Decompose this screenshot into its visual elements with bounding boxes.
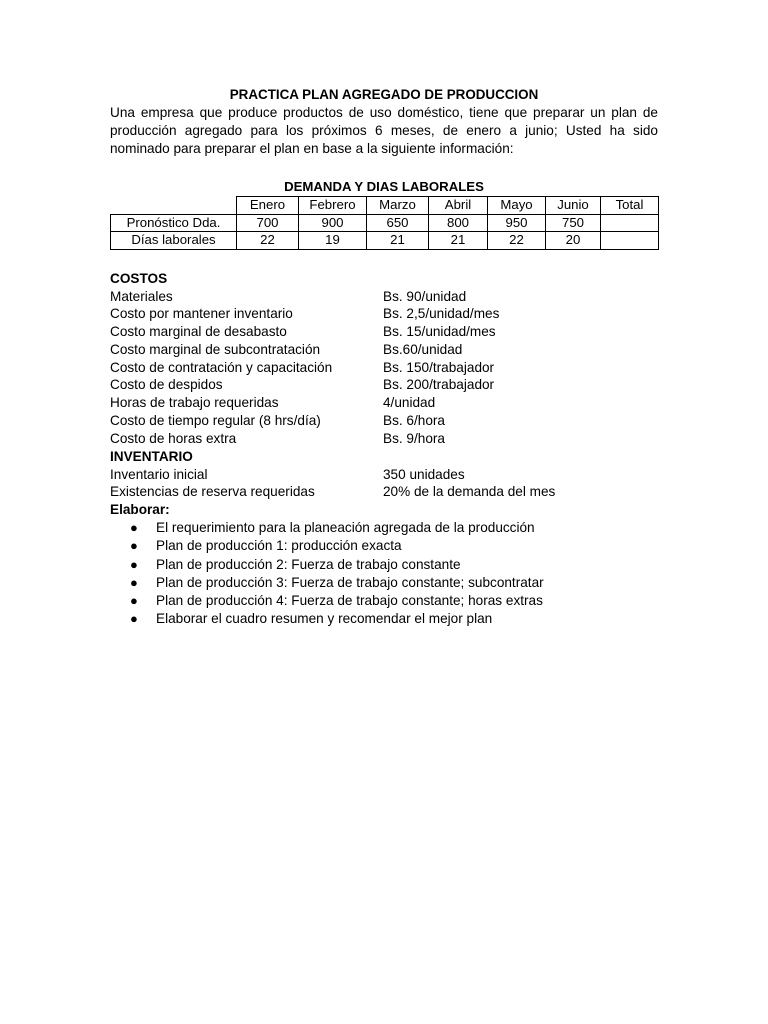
table-cell: 750 — [546, 214, 601, 232]
table-cell: 900 — [299, 214, 367, 232]
list-item — [130, 519, 658, 537]
table-cell: 700 — [237, 214, 299, 232]
table-title: DEMANDA Y DIAS LABORALES — [284, 179, 484, 194]
inventario-heading: INVENTARIO — [110, 448, 193, 464]
row-label: Pronóstico Dda. — [111, 214, 237, 232]
bullet-icon: ● — [130, 574, 138, 590]
list-item — [130, 592, 658, 610]
cost-item — [110, 305, 658, 323]
inventory-label: Inventario inicial — [110, 466, 208, 482]
header-cell: Total — [601, 197, 659, 215]
header-cell: Mayo — [488, 197, 546, 215]
cost-item — [110, 341, 658, 359]
header-cell: Abril — [429, 197, 488, 215]
inventory-label: Existencias de reserva requeridas — [110, 484, 315, 500]
list-item — [130, 537, 658, 555]
cost-label: Costo de horas extra — [110, 430, 237, 446]
costos-section — [110, 270, 658, 629]
table-cell: 950 — [488, 214, 546, 232]
cost-label: Materiales — [110, 288, 173, 304]
header-cell: Marzo — [367, 197, 429, 215]
intro-paragraph: Una empresa que produce productos de uso doméstico, tiene que preparar un plan de producción agregado para los próximos 6 meses, de enero a junio; Usted ha sido nominado para preparar el plan en base a la siguiente información: — [110, 105, 658, 156]
cost-item — [110, 288, 658, 306]
cost-value: Bs. 2,5/unidad/mes — [383, 306, 500, 322]
cost-label: Costo de contratación y capacitación — [110, 359, 333, 375]
cost-value: Bs. 15/unidad/mes — [383, 324, 496, 340]
cost-item — [110, 412, 658, 430]
table-row — [111, 214, 659, 232]
task-text: Elaborar el cuadro resumen y recomendar el mejor plan — [156, 611, 493, 627]
cost-value: Bs.60/unidad — [383, 341, 463, 357]
costos-heading: COSTOS — [110, 270, 168, 286]
bullet-icon: ● — [130, 593, 138, 609]
inventory-value: 20% de la demanda del mes — [383, 484, 556, 500]
task-text: Plan de producción 2: Fuerza de trabajo constante — [156, 556, 461, 572]
header-cell: Enero — [237, 197, 299, 215]
header-cell: Junio — [546, 197, 601, 215]
task-list — [110, 519, 658, 628]
cost-label: Costo por mantener inventario — [110, 306, 293, 322]
table-corner-cell — [111, 197, 237, 215]
inventory-item — [110, 483, 658, 501]
cost-value: Bs. 6/hora — [383, 413, 445, 429]
table-cell: 650 — [367, 214, 429, 232]
table-cell: 20 — [546, 232, 601, 250]
table-cell: 800 — [429, 214, 488, 232]
bullet-icon: ● — [130, 538, 138, 554]
list-item — [130, 610, 658, 628]
elaborar-heading: Elaborar: — [110, 502, 170, 518]
cost-value: Bs. 200/trabajador — [383, 377, 495, 393]
cost-item — [110, 376, 658, 394]
demand-table — [110, 196, 659, 250]
cost-value: Bs. 90/unidad — [383, 288, 467, 304]
table-cell: 22 — [488, 232, 546, 250]
bullet-icon: ● — [130, 556, 138, 572]
inventory-value: 350 unidades — [383, 466, 465, 482]
document-title: PRACTICA PLAN AGREGADO DE PRODUCCION — [229, 87, 539, 102]
table-row — [111, 232, 659, 250]
cost-label: Costo marginal de desabasto — [110, 324, 287, 340]
cost-item — [110, 323, 658, 341]
header-cell: Febrero — [299, 197, 367, 215]
cost-label: Costo de tiempo regular (8 hrs/día) — [110, 413, 321, 429]
cost-label: Costo marginal de subcontratación — [110, 341, 321, 357]
cost-label: Horas de trabajo requeridas — [110, 395, 279, 411]
table-cell: 21 — [429, 232, 488, 250]
list-item — [130, 574, 658, 592]
table-header-row — [111, 197, 659, 215]
document-page — [110, 86, 658, 628]
bullet-icon: ● — [130, 611, 138, 627]
cost-value: 4/unidad — [383, 395, 436, 411]
list-item — [130, 556, 658, 574]
table-cell: 19 — [299, 232, 367, 250]
task-text: Plan de producción 1: producción exacta — [156, 538, 402, 554]
table-cell: 22 — [237, 232, 299, 250]
table-cell — [601, 214, 659, 232]
cost-label: Costo de despidos — [110, 377, 223, 393]
inventory-item — [110, 466, 658, 484]
cost-value: Bs. 150/trabajador — [383, 359, 495, 375]
task-text: El requerimiento para la planeación agregada de la producción — [156, 520, 535, 536]
cost-value: Bs. 9/hora — [383, 430, 445, 446]
table-cell — [601, 232, 659, 250]
bullet-icon: ● — [130, 520, 138, 536]
table-cell: 21 — [367, 232, 429, 250]
task-text: Plan de producción 3: Fuerza de trabajo constante; subcontratar — [156, 574, 544, 590]
row-label: Días laborales — [111, 232, 237, 250]
cost-item — [110, 359, 658, 377]
cost-item — [110, 394, 658, 412]
task-text: Plan de producción 4: Fuerza de trabajo constante; horas extras — [156, 593, 543, 609]
cost-item — [110, 430, 658, 448]
